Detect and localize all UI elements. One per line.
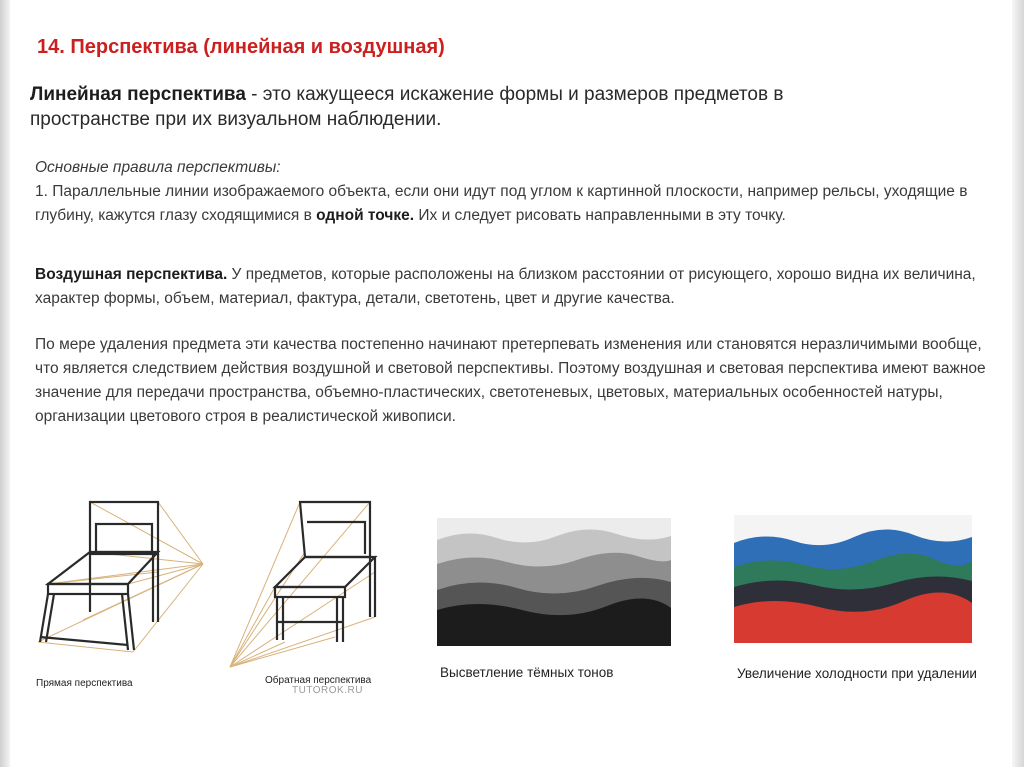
- slide-left-edge: [0, 0, 10, 767]
- aerial-text-1: У предметов, которые расположены на близком расстоянии от рисующего, хорошо видна их величина, характер формы, объем, материал, фактура, детали, светотень, цвет и другие качества.: [35, 266, 976, 307]
- linear-perspective-definition: [30, 82, 890, 132]
- slide-title: 14. Перспектива (линейная и воздушная): [37, 36, 445, 58]
- perspective-rules: [35, 156, 995, 228]
- gray-tones-figure: [437, 518, 671, 646]
- gray-tones-caption: Высветление тёмных тонов: [440, 665, 614, 680]
- cold-colors-figure: [734, 515, 972, 643]
- definition-term: Линейная перспектива: [30, 84, 246, 105]
- aerial-paragraph-1: [35, 263, 995, 311]
- rule-1-end: Их и следует рисовать направленными в эту точку.: [414, 207, 786, 224]
- aerial-term: Воздушная перспектива.: [35, 266, 228, 283]
- definition-text: - это кажущееся искажение формы и размеров предметов в пространстве при их визуальном наблюдении.: [30, 84, 784, 130]
- cold-colors-caption: Увеличение холодности при удалении: [737, 666, 977, 681]
- chair-reverse-caption: Обратная перспектива: [265, 675, 372, 686]
- chair-reverse: [275, 502, 375, 642]
- rule-1: [35, 180, 995, 228]
- chair-reverse-perspective-figure: [225, 492, 395, 672]
- chair-direct-perspective-figure: [28, 492, 208, 667]
- rule-1-start: 1. Параллельные линии изображаемого объекта, если они идут под углом к картинной плоскости, например рельсы, уходящие в глубину, кажутся глазу сходящимися в: [35, 183, 968, 224]
- rule-1-bold: одной точке.: [316, 207, 415, 224]
- aerial-perspective: [35, 263, 995, 451]
- chair-direct: [40, 502, 158, 650]
- rules-heading: Основные правила перспективы:: [35, 159, 281, 176]
- aerial-paragraph-2: По мере удаления предмета эти качества постепенно начинают претерпевать изменения или становятся неразличимыми вообще, что является следствием действия воздушной и световой перспективы. Поэтому воздушная и световая перспектива имеют важное значение для передачи пространства, объемно-пластических, светотеневых, цветовых, материальных особенностей натуры, организации цветового строя в реалистической живописи.: [35, 336, 986, 425]
- chair-direct-caption: Прямая перспектива: [36, 678, 133, 689]
- watermark-text: TUTOROK.RU: [292, 685, 363, 696]
- slide-right-edge: [1012, 0, 1024, 767]
